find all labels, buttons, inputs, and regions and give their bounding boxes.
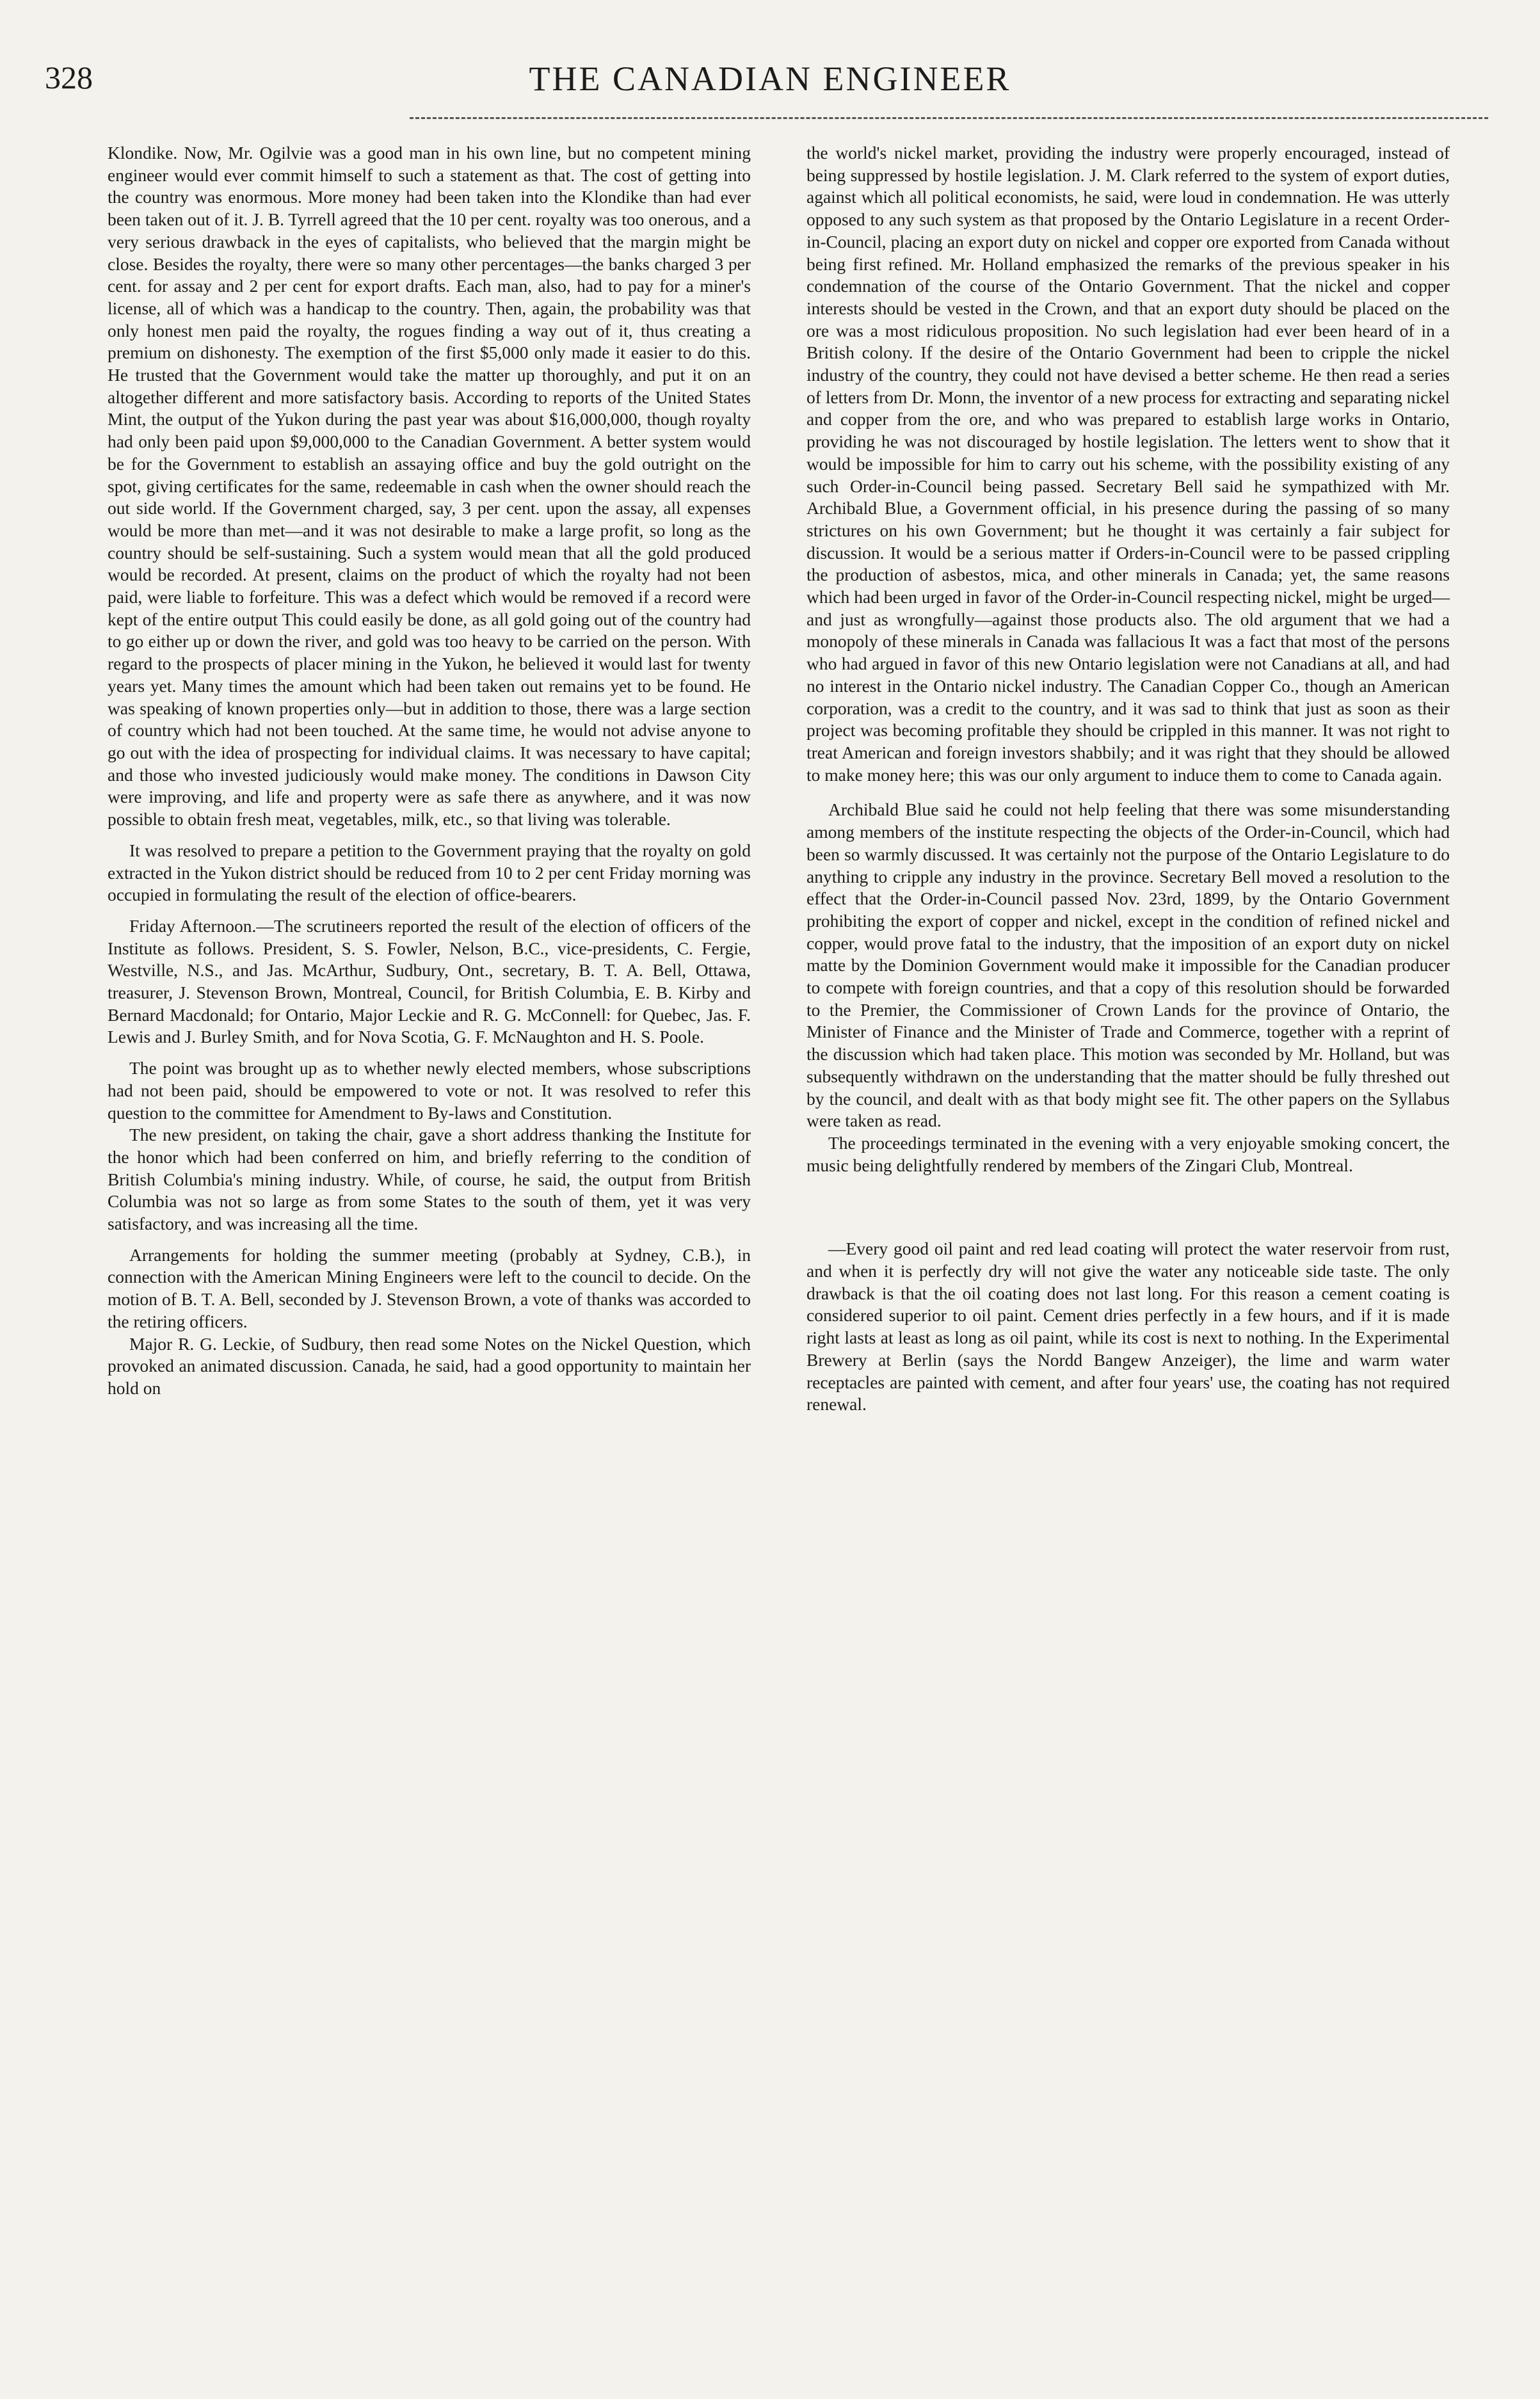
left-column [108,142,751,1400]
paragraph-cement-coating-note: —Every good oil paint and red lead coating will protect the water reservoir from rust, and when it is perfectly dry will not give the water any noticeable side taste. The only drawback is that the oil coating does not last long. For this reason a cement coating is considered superior to oil paint. Cement dries perfectly in a few hours, and if it is made right lasts at least as long as oil paint, while its cost is next to nothing. In the Experimental Brewery at Berlin (says the Nordd Bangew Anzeiger), the lime and warm water receptacles are painted with cement, and after four years' use, the coating has not required renewal. [806,1239,1450,1415]
journal-title: THE CANADIAN ENGINEER [529,60,1011,98]
paragraph-election-results: Friday Afternoon.—The scrutineers reported the result of the election of officers of the Institute as follows. President, S. S. Fowler, Nelson, B.C., vice-presidents, C. Fergie, Westville, N.S., and Jas. McArthur, Sudbury, Ont., secretary, B. T. A. Bell, Ottawa, treasurer, J. Stevenson Brown, Montreal, Council, for British Columbia, E. B. Kirby and Bernard Macdonald; for Ontario, Major Leckie and R. G. McConnell: for Quebec, Jas. F. Lewis and J. Burley Smith, and for Nova Scotia, G. F. McNaughton and H. S. Poole. [108,915,751,1047]
paragraph-yukon-royalty: Klondike. Now, Mr. Ogilvie was a good man in his own line, but no competent mining engineer would ever commit himself to such a statement as that. The cost of getting into the country was enormous. More money had been taken into the Klondike than had ever been taken out of it. J. B. Tyrrell agreed that the 10 per cent. royalty was too onerous, and a very serious drawback in the eyes of capitalists, who believed that the margin might be close. Besides the royalty, there were so many other percentages—the banks charged 3 per cent. for assay and 2 per cent for export drafts. Each man, also, had to pay for a miner's license, all of which was a handicap to the country. Then, again, the probability was that only honest men paid the royalty, the rogues finding a way out of it, thus creating a premium on dishonesty. The exemption of the first $5,000 only made it easier to do this. He trusted that the Government would take the matter up thoroughly, and put it on an altogether different and more satisfactory basis. According to reports of the United States Mint, the output of the Yukon during the past year was about $16,000,000, though royalty had only been paid upon $9,000,000 to the Canadian Government. A better system would be for the Government to establish an assaying office and buy the gold outright on the spot, giving certificates for the same, redeemable in cash when the owner should reach the out side world. If the Government charged, say, 3 per cent. upon the assay, all expenses would be more than met—and it was not desirable to make a large profit, so long as the country should be self-sustaining. Such a system would mean that all the gold produced would be recorded. At present, claims on the product of which the royalty had not been paid, were liable to forfeiture. This was a defect which would be removed if a record were kept of the entire output This could easily be done, as all gold going out of the country had to go either up or down the river, and gold was too heavy to be carried on the person. With regard to the prospects of placer mining in the Yukon, he believed it would last for twenty years yet. Many times the amount which had been taken out remains yet to be found. He was speaking of known properties only—but in addition to those, there was a large section of country which had not been touched. At the same time, he would not advise anyone to go out with the idea of prospecting for individual claims. It was necessary to have capital; and those who invested judiciously would make money. The conditions in Dawson City were improving, and life and property were as safe there as anywhere, and it was now possible to obtain fresh meat, vegetables, milk, etc., so that living was tolerable. [108,143,751,830]
paragraph-nickel-discussion: the world's nickel market, providing the industry were properly encouraged, instead of being suppressed by hostile legislation. J. M. Clark referred to the system of export duties, against which all political economists, he said, were loud in condemnation. He was utterly opposed to any such system as that proposed by the Ontario Legislature in a recent Order-in-Council, placing an export duty on nickel and copper ore exported from Canada without being first refined. Mr. Holland emphasized the remarks of the previous speaker in his condemnation of the course of the Ontario Government. That the nickel and copper interests should be vested in the Crown, and that an export duty should be placed on the ore was a most ridiculous proposition. No such legislation had ever been heard of in a British colony. If the desire of the Ontario Government had been to cripple the nickel industry of the country, they could not have devised a better scheme. He then read a series of letters from Dr. Monn, the inventor of a new process for extracting and separating nickel and copper from the ore, and who was prepared to establish large works in Ontario, providing he was not discouraged by hostile legislation. The letters went to show that it would be impossible for him to carry out his scheme, with the possibility existing of any such Order-in-Council being passed. Secretary Bell said he sympathized with Mr. Archibald Blue, a Government official, in his presence during the passing of so many strictures on his own Government; but he thought it was certainly a fair subject for discussion. It would be a serious matter if Orders-in-Council were to be passed crippling the production of asbestos, mica, and other minerals in Canada; yet, the same reasons which had been urged in favor of the Order-in-Council respecting nickel, might be urged—and just as wrongfully—against those products also. The old argument that we had a monopoly of these minerals in Canada was fallacious It was a fact that most of the persons who had argued in favor of this new Ontario legislation were not Canadians at all, and had no interest in the Ontario nickel industry. The Canadian Copper Co., though an American corporation, was a credit to the country, and it was sad to think that just as soon as their project was becoming profitable they should be crippled in this manner. It was not right to treat American and foreign investors shabbily; and it was right that they should be allowed to make money here; this was our only argument to induce them to come to Canada again. [806,143,1450,785]
paragraph-royalty-petition: It was resolved to prepare a petition to the Government praying that the royalty on gold extracted in the Yukon district should be reduced from 10 to 2 per cent Friday morning was occupied in formulating the result of the election of office-bearers. [108,840,751,905]
paragraph-nickel-question: Major R. G. Leckie, of Sudbury, then read some Notes on the Nickel Question, which provoked an animated discussion. Canada, he said, had a good opportunity to maintain her hold on [108,1333,751,1398]
page-number: 328 [45,60,93,95]
paragraph-smoking-concert: The proceedings terminated in the evening with a very enjoyable smoking concert, the music being delightfully rendered by members of the Zingari Club, Montreal. [806,1132,1450,1175]
header-rule [410,117,1488,119]
right-column [806,142,1450,1416]
paragraph-member-voting: The point was brought up as to whether newly elected members, whose subscriptions had not been paid, should be empowered to vote or not. It was resolved to refer this question to the committee for Amendment to By-laws and Constitution. [108,1058,751,1123]
paragraph-summer-meeting: Arrangements for holding the summer meeting (probably at Sydney, C.B.), in connection with the American Mining Engineers were left to the council to decide. On the motion of B. T. A. Bell, seconded by J. Stevenson Brown, a vote of thanks was accorded to the retiring officers. [108,1244,751,1331]
paragraph-blue-resolution: Archibald Blue said he could not help feeling that there was some misunderstanding among members of the institute respecting the objects of the Order-in-Council, which had been so warmly discussed. It was certainly not the purpose of the Ontario Legislature to do anything to cripple any industry in the province. Secretary Bell moved a resolution to the effect that the Order-in-Council passed Nov. 23rd, 1899, by the Ontario Government prohibiting the export of copper and nickel, except in the condition of refined nickel and copper, would prove fatal to the industry, that the imposition of an export duty on nickel matte by the Dominion Government would make it impossible for the Canadian producer to compete with foreign countries, and that a copy of this resolution should be forwarded to the Premier, the Commissioner of Crown Lands for the province of Ontario, the Minister of Finance and the Minister of Trade and Commerce, together with a reprint of the discussion which had taken place. This motion was seconded by Mr. Holland, but was subsequently withdrawn on the understanding that the matter should be fully threshed out by the council, and dealt with as that body might see fit. The other papers on the Syllabus were taken as read. [806,799,1450,1131]
paragraph-president-address: The new president, on taking the chair, gave a short address thanking the Institute for the honor which had been conferred on him, and briefly referring to the condition of British Columbia's mining industry. While, of course, he said, the output from British Columbia was not so large as from some States to the south of them, yet it was very satisfactory, and was increasing all the time. [108,1125,751,1234]
